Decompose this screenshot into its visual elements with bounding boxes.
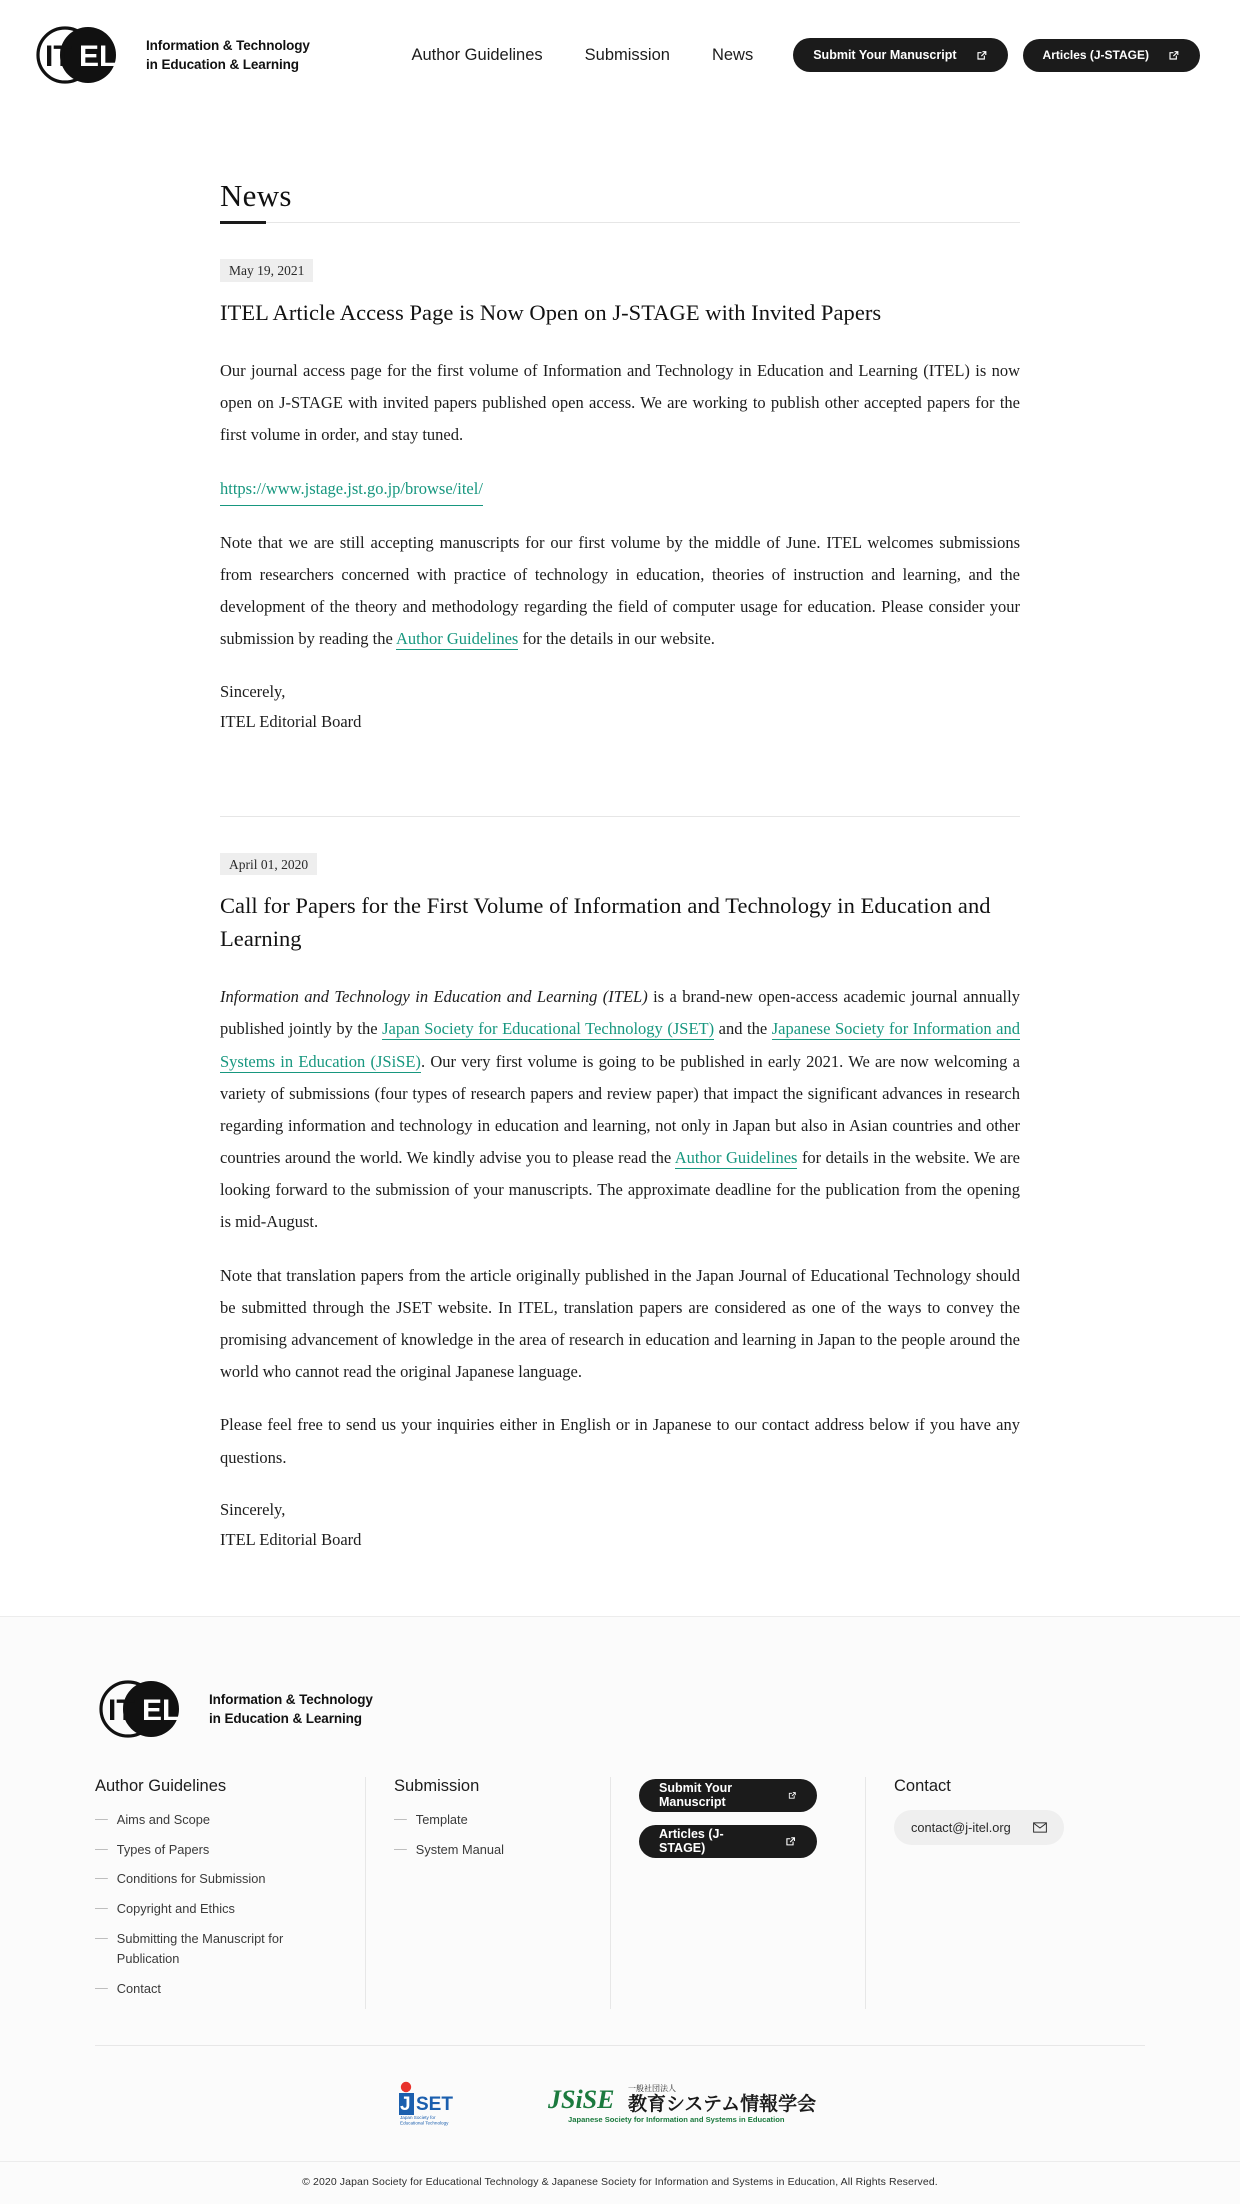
svg-text:JSiSE: JSiSE <box>547 2084 614 2114</box>
jstage-browse-link[interactable]: https://www.jstage.jst.go.jp/browse/itel/ <box>220 473 483 506</box>
contact-email-label: contact@j-itel.org <box>911 1819 1011 1835</box>
external-link-icon <box>975 49 988 62</box>
footer-link-label: Submitting the Manuscript for Publication <box>116 1931 284 1966</box>
footer-column-contact <box>865 1777 1135 2009</box>
svg-text:教育システム情報学会: 教育システム情報学会 <box>627 2092 816 2115</box>
svg-text:IT: IT <box>108 1693 135 1727</box>
article-date-badge: May 19, 2021 <box>220 259 313 282</box>
itel-logo-icon <box>32 21 132 89</box>
footer-column-actions <box>610 1777 865 2009</box>
footer-link-label: Contact <box>116 1980 161 1996</box>
svg-text:一般社団法人: 一般社団法人 <box>627 2083 676 2093</box>
footer-link-label: Conditions for Submission <box>116 1871 266 1887</box>
news-article <box>220 817 1020 1556</box>
dash-icon: — <box>95 1900 108 1916</box>
svg-text:EL: EL <box>142 1693 181 1727</box>
article-paragraph <box>220 981 1020 1238</box>
dash-icon: — <box>95 1870 108 1886</box>
svg-text:SET: SET <box>415 2093 453 2115</box>
contact-email-chip[interactable] <box>894 1810 1064 1845</box>
site-header <box>0 0 1240 110</box>
footer-column-author-guidelines <box>95 1777 365 2009</box>
dash-icon: — <box>95 1810 108 1826</box>
author-guidelines-link[interactable]: Author Guidelines <box>674 1148 798 1168</box>
article-body <box>220 981 1020 1555</box>
page-title: News <box>220 178 292 213</box>
article-body <box>220 355 1020 737</box>
page-title-underline <box>220 221 266 224</box>
footer-link-label: Aims and Scope <box>116 1811 210 1827</box>
site-logo[interactable] <box>32 21 310 89</box>
footer-column-submission <box>365 1777 610 2009</box>
mail-icon <box>1033 1822 1047 1833</box>
article-paragraph <box>220 527 1020 656</box>
para-text-a: is a brand-new open-access academic journal annually published jointly by the <box>220 987 1020 1039</box>
svg-text:IT: IT <box>45 40 72 73</box>
para-text-b: for the details in our website. <box>518 629 715 649</box>
signature-line-1: Sincerely, <box>220 681 286 701</box>
footer-tagline-line1: Information & Technology <box>209 1691 373 1707</box>
footer-wrapper <box>85 1675 1155 2161</box>
signature-line-2: ITEL Editorial Board <box>220 1530 362 1550</box>
footer-link-submitting-the-manuscript[interactable] <box>95 1929 339 1969</box>
para-text-c: . Our very first volume is going to be published in early 2021. We are now welcoming a variety of submissions (four types of research papers and review paper) that impact the significant advances in research regarding information and technology in education and learning, not only in Japan but also in Asian countries and other countries around the world. We kindly advise you to please read the <box>220 1051 1020 1168</box>
articles-jstage-label: Articles (J-STAGE) <box>1042 48 1149 62</box>
footer-tagline-line2: in Education & Learning <box>209 1710 362 1726</box>
external-link-icon <box>787 1789 797 1802</box>
footer-link-conditions-for-submission[interactable] <box>95 1869 339 1889</box>
article-signature <box>220 1495 1020 1556</box>
primary-nav <box>411 46 753 65</box>
partner-logos <box>95 2046 1145 2161</box>
nav-item-submission[interactable]: Submission <box>584 45 670 64</box>
article-title: Call for Papers for the First Volume of Information and Technology in Education and Learning <box>220 893 991 951</box>
signature-line-1: Sincerely, <box>220 1499 286 1519</box>
article-date-badge: April 01, 2020 <box>220 853 317 876</box>
article-paragraph: Our journal access page for the first volume of Information and Technology in Education and Learning (ITEL) is now open on J-STAGE with invited papers published open access. We are working to publish other accepted papers for the first volume in order, and stay tuned. <box>220 361 1020 445</box>
footer-column-title: Author Guidelines <box>95 1776 227 1795</box>
footer-submit-manuscript-button[interactable] <box>639 1779 817 1812</box>
articles-jstage-button[interactable] <box>1023 39 1200 72</box>
footer-link-label: Template <box>415 1811 468 1827</box>
dash-icon: — <box>95 1930 108 1946</box>
journal-name-emphasis: Information and Technology in Education and Learning (ITEL) <box>220 987 648 1007</box>
footer-logo-tagline <box>209 1690 373 1728</box>
footer-link-system-manual[interactable] <box>394 1840 584 1860</box>
footer-link-copyright-and-ethics[interactable] <box>95 1899 339 1919</box>
svg-text:Japan Society for: Japan Society for <box>399 2114 435 2120</box>
page-title-row <box>220 110 1020 223</box>
footer-column-title: Submission <box>394 1776 480 1795</box>
footer-link-template[interactable] <box>394 1810 584 1830</box>
svg-text:J: J <box>399 2093 411 2115</box>
article-url-paragraph <box>220 473 1020 506</box>
footer-link-types-of-papers[interactable] <box>95 1840 339 1860</box>
signature-line-2: ITEL Editorial Board <box>220 712 362 732</box>
svg-text:Educational Technology: Educational Technology <box>399 2120 448 2126</box>
jsise-link[interactable]: Japanese Society for Information and Systems in Education (JSiSE) <box>220 1019 1020 1071</box>
copyright-text: © 2020 Japan Society for Educational Technology & Japanese Society for Information and Systems in Education, All Rights Reserved. <box>302 2175 938 2188</box>
article-paragraph: Please feel free to send us your inquiries either in English or in Japanese to our contact address below if you have any questions. <box>220 1415 1020 1467</box>
dash-icon: — <box>95 1840 108 1856</box>
footer-submit-manuscript-label: Submit Your Manuscript <box>659 1781 733 1810</box>
jsise-logo[interactable] <box>548 2078 848 2131</box>
article-signature <box>220 677 1020 738</box>
main-content <box>0 110 1240 1616</box>
content-wrapper <box>220 110 1020 1556</box>
external-link-icon <box>1167 49 1180 62</box>
article-paragraph: Note that translation papers from the article originally published in the Japan Journal of Educational Technology should be submitted through the JSET website. In ITEL, translation papers are considered as one of the ways to convey the promising advancement of knowledge in the area of research in education and learning in Japan to the people around the world who cannot read the original Japanese language. <box>220 1265 1020 1382</box>
footer-link-label: Copyright and Ethics <box>116 1901 235 1917</box>
para-text-a: Note that we are still accepting manuscripts for our first volume by the middle of June. ITEL welcomes submissions from researchers concerned with practice of technology in education, theories of instruction and learning, and the development of the theory and methodology regarding the field of computer usage for education. Please consider your submission by reading the <box>220 532 1020 649</box>
news-article <box>220 223 1020 738</box>
itel-logo-icon <box>95 1675 195 1743</box>
footer-logo[interactable] <box>95 1675 1145 1743</box>
submit-manuscript-button[interactable] <box>793 38 1007 72</box>
jset-link[interactable]: Japan Society for Educational Technology (JSET) <box>382 1019 715 1039</box>
dash-icon: — <box>95 1979 108 1995</box>
article-title: ITEL Article Access Page is Now Open on J-STAGE with Invited Papers <box>220 299 882 325</box>
footer-link-label: Types of Papers <box>116 1841 210 1857</box>
para-text-b: and the <box>714 1019 772 1039</box>
external-link-icon <box>784 1835 797 1848</box>
site-footer <box>0 1616 1240 2204</box>
footer-column-title: Contact <box>894 1776 951 1795</box>
submit-manuscript-label: Submit Your Manuscript <box>813 48 957 62</box>
footer-buttons <box>639 1777 839 1858</box>
footer-link-label: System Manual <box>415 1841 504 1857</box>
footer-columns <box>95 1777 1145 2009</box>
para-text-d: for details in the website. We are looking forward to the submission of your manuscripts. The approximate deadline for the publication from the opening is mid-August. <box>220 1148 1021 1232</box>
footer-articles-jstage-button[interactable] <box>639 1825 817 1858</box>
copyright-bar <box>0 2161 1240 2204</box>
footer-articles-jstage-label: Articles (J-STAGE) <box>659 1827 724 1856</box>
logo-tagline-line2: in Education & Learning <box>146 57 299 72</box>
dash-icon: — <box>394 1810 407 1826</box>
logo-tagline <box>146 36 310 74</box>
logo-tagline-line1: Information & Technology <box>146 37 310 53</box>
footer-link-aims-and-scope[interactable] <box>95 1810 339 1830</box>
author-guidelines-link[interactable]: Author Guidelines <box>396 629 519 649</box>
nav-item-news[interactable]: News <box>711 45 754 64</box>
dash-icon: — <box>394 1840 407 1856</box>
svg-text:Japanese Society for Informati: Japanese Society for Information and Systems in Education <box>567 2114 784 2124</box>
svg-text:EL: EL <box>79 40 118 73</box>
jset-logo[interactable] <box>393 2078 493 2131</box>
footer-link-contact[interactable] <box>95 1979 339 1999</box>
nav-item-author-guidelines[interactable]: Author Guidelines <box>411 45 543 64</box>
